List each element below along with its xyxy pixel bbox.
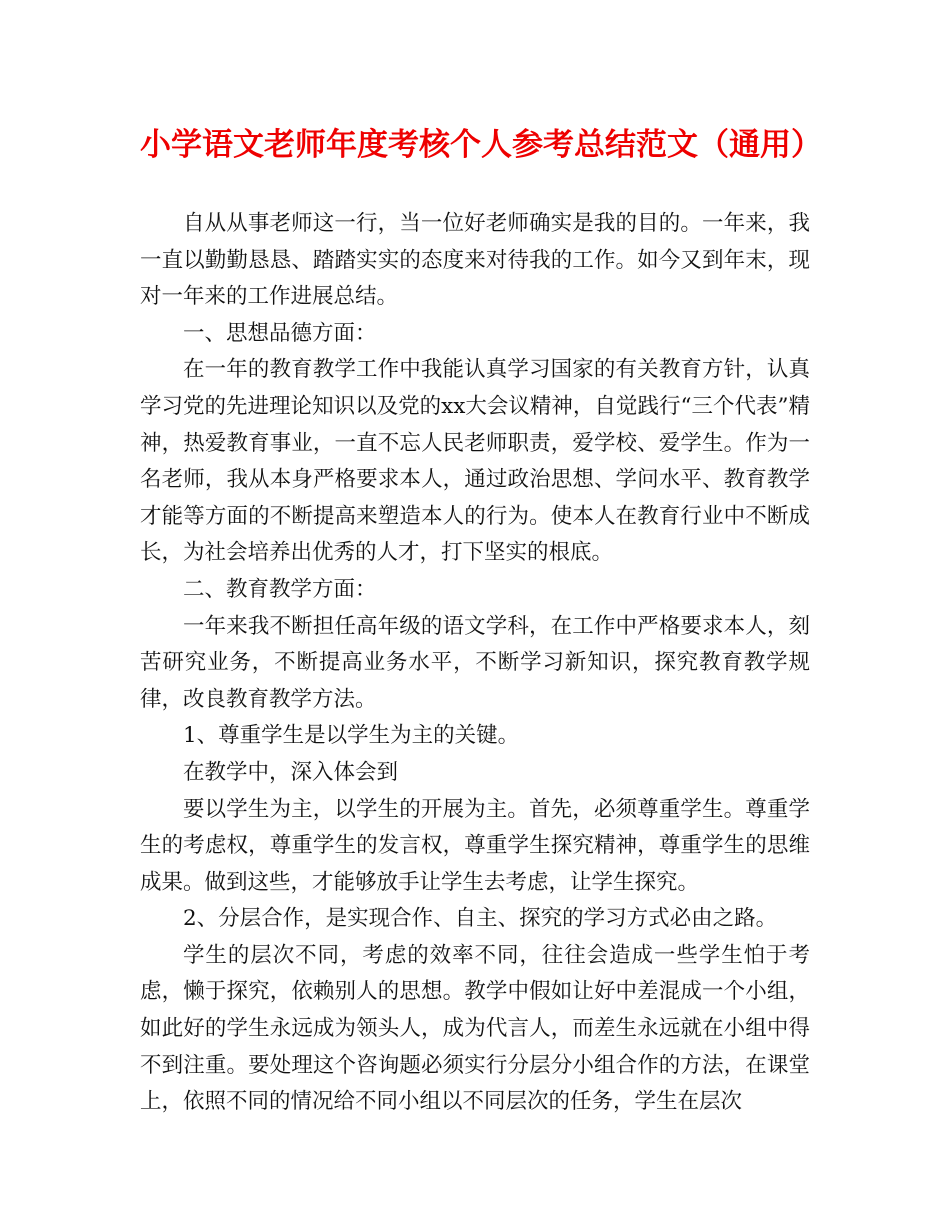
paragraph-teaching: 一年来我不断担任高年级的语文学科，在工作中严格要求本人，刻苦研究业务，不断提高业务水平，不断学习新知识，探究教育教学规律，改良教育教学方法。 — [140, 613, 810, 712]
paragraph-respect: 要以学生为主，以学生的开展为主。首先，必须尊重学生。尊重学生的考虑权，尊重学生的发言权，尊重学生探究精神，尊重学生的思维成果。做到这些，才能够放手让学生去考虑，让学生探究。 — [140, 796, 810, 895]
section-heading-teaching: 二、教育教学方面： — [183, 576, 377, 602]
section-heading-ideology: 一、思想品德方面： — [183, 320, 377, 346]
document-title: 小学语文老师年度考核个人参考总结范文（通用） — [140, 127, 822, 163]
point-heading-respect: 1、尊重学生是以学生为主的关键。 — [183, 723, 520, 749]
paragraph-cooperation: 学生的层次不同，考虑的效率不同，往往会造成一些学生怕于考虑，懒于探究，依赖别人的思想。教学中假如让好中差混成一个小组，如此好的学生永远成为领头人，成为代言人，而差生永远就在小组中得不到注重。要处理这个咨询题必须实行分层分小组合作的方法，在课堂上，依照不同的情况给不同小组以不同层次的任务，学生在层次 — [140, 942, 810, 1115]
document-body — [140, 206, 810, 1121]
paragraph-ideology: 在一年的教育教学工作中我能认真学习国家的有关教育方针，认真学习党的先进理论知识以及党的xx大会议精神，自觉践行“三个代表”精神，热爱教育事业，一直不忘人民老师职责，爱学校、爱学生。作为一名老师，我从本身严格要求本人，通过政治思想、学问水平、教育教学才能等方面的不断提高来塑造本人的行为。使本人在教育行业中不断成长，为社会培养出优秀的人才，打下坚实的根底。 — [140, 357, 810, 566]
paragraph-teaching-insight: 在教学中，深入体会到 — [183, 759, 399, 785]
point-heading-cooperation: 2、分层合作，是实现合作、自主、探究的学习方式必由之路。 — [183, 906, 778, 932]
paragraph-intro: 自从从事老师这一行，当一位好老师确实是我的目的。一年来，我一直以勤勤恳恳、踏踏实实的态度来对待我的工作。如今又到年末，现对一年来的工作进展总结。 — [140, 211, 810, 310]
